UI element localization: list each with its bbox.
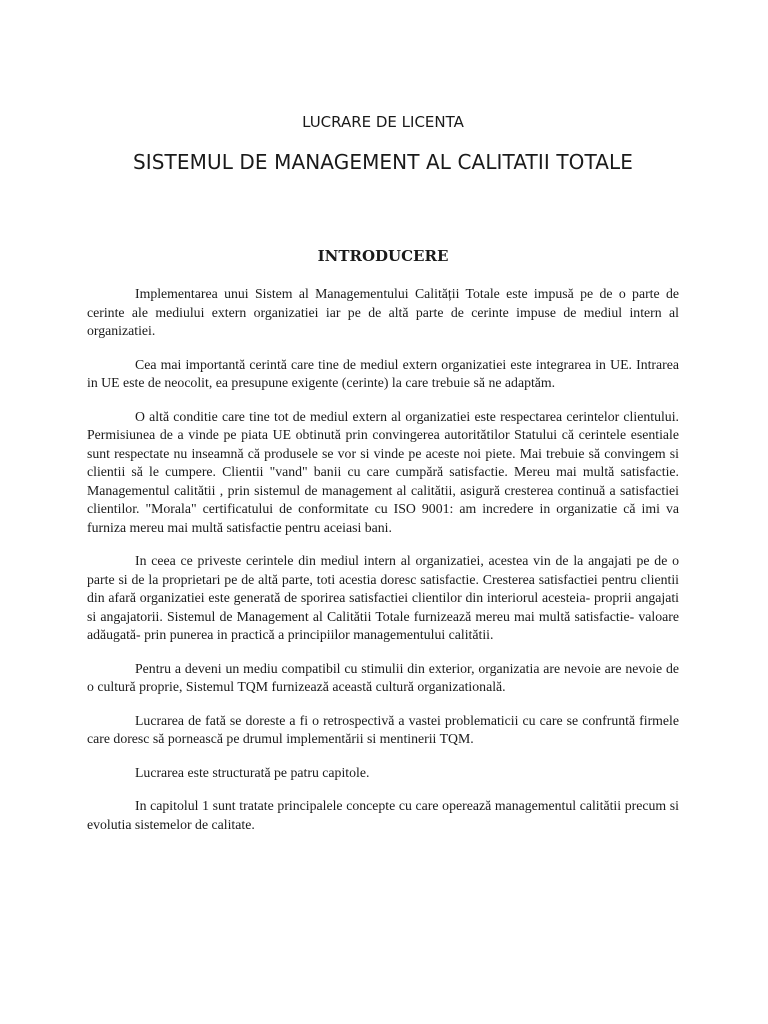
paragraph: Lucrarea de fată se doreste a fi o retrospectivă a vastei problematicii cu care se confruntă firmele care doresc să pornească pe drumul implementării si mentinerii TQM. [87,712,679,746]
document-title: SISTEMUL DE MANAGEMENT AL CALITATII TOTALE [132,150,634,174]
paragraph: In ceea ce priveste cerintele din mediul intern al organizatiei, acestea vin de la angajati pe de o parte si de la proprietari pe de altă parte, toti acestia doresc satisfactie. Cresterea satisfactiei pentru clientii din afară organizatiei este generată de sporirea satisfactiei clientilor din interiorul acesteia- proprii angajati si angajatorii. Sistemul de Management al Calitătii Totale furnizează mereu mai multă satisfactie- valoare adăugată- prin punerea in practică a principiilor managementului calitătii. [87,553,679,642]
paragraph: Cea mai importantă cerintă care tine de mediul extern organizatiei este integrarea in UE. Intrarea in UE este de neocolit, ea presupune exigente (cerinte) la care trebuie să ne adaptăm. [87,356,679,390]
document-body [87,285,679,849]
paragraph: Lucrarea este structurată pe patru capitole. [135,764,370,780]
document-label: LUCRARE DE LICENTA [302,113,464,131]
paragraph: In capitolul 1 sunt tratate principalele concepte cu care operează managementul calitătii precum si evolutia sistemelor de calitate. [87,798,679,832]
section-heading: INTRODUCERE [317,247,449,265]
paragraph: Implementarea unui Sistem al Managementului Calității Totale este impusă pe de o parte de cerinte ale mediului extern organizatiei iar pe de altă parte de cerinte impuse de mediul intern al organizatiei. [87,286,679,338]
paragraph: O altă conditie care tine tot de mediul extern al organizatiei este respectarea cerintelor clientului. Permisiunea de a vinde pe piata UE obtinută prin convingerea autoritătilor Statului că cerintele esentiale sunt respectate nu inseamnă că produsele se vor si vinde pe aceste noi piete. Mai trebuie să convingem si clientii să le cumpere. Clientii "vand" banii cu care cumpără satisfactie. Mereu mai multă satisfactie. Managementul calitătii , prin sistemul de management al calitătii, asigură cresterea continuă a satisfactiei clientilor. "Morala" certificatului de conformitate cu ISO 9001: am incredere in organizatie că imi va furniza mereu mai multă satisfactie pentru aceiasi bani. [87,408,679,535]
paragraph: Pentru a deveni un mediu compatibil cu stimulii din exterior, organizatia are nevoie are nevoie de o cultură proprie, Sistemul TQM furnizează această cultură organizatională. [87,660,679,694]
